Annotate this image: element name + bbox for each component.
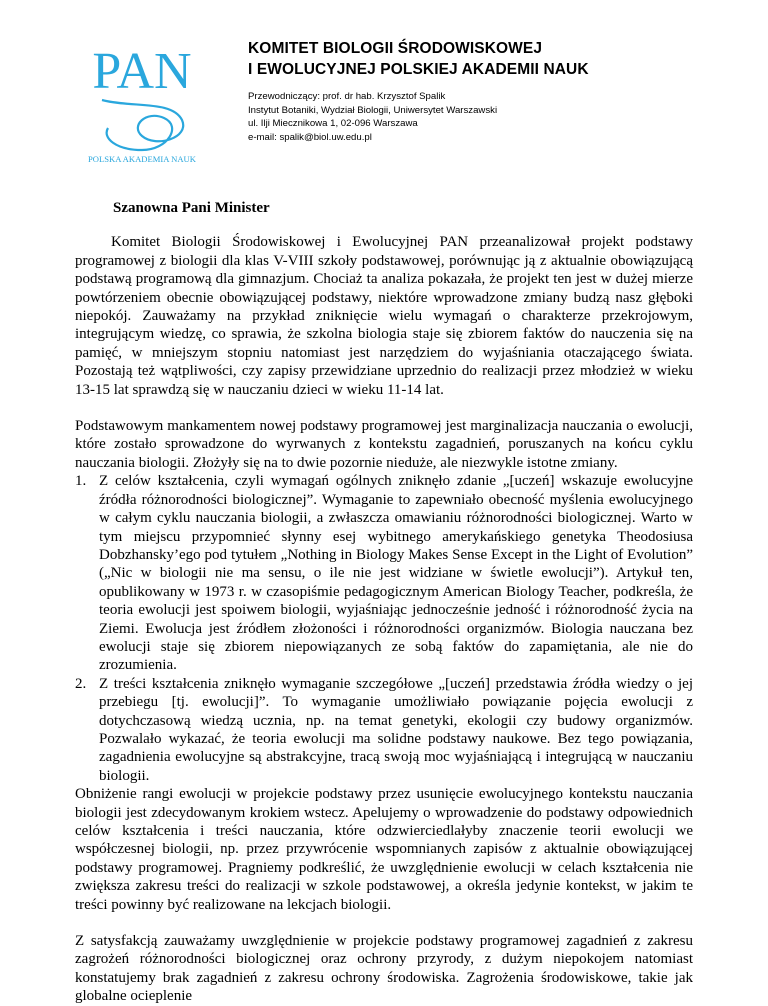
- letter-body: [75, 199, 693, 1006]
- intro-paragraph: Komitet Biologii Środowiskowej i Ewolucyjnej PAN przeanalizował projekt podstawy programowej z biologii dla klas V-VIII szkoły podstawowej, porównując ją z aktualnie obowiązującą podstawą programową dla gimnazjum. Chociaż ta analiza pokazała, że projekt ten jest w dużej mierze powtórzeniem obecnie obowiązującej podstawy, niektóre wprowadzone zmiany budzą nasz głęboki niepokój. Zauważamy na przykład zniknięcie wielu wymagań o charakterze przekrojowym, integrującym wiedzę, co sprawia, że szkolna biologia staje się zbiorem faktów do nauczenia się na pamięć, w mniejszym stopniu natomiast jest narzędziem do wyjaśniania otaczającego świata. Pozostają też wątpliwości, czy zapisy przewidziane uprzednio do realizacji przez młodzież w wieku 13-15 lat sprawdzą się w nauczaniu dzieci w wieku 11-14 lat.: [75, 234, 693, 398]
- title-line-1: KOMITET BIOLOGII ŚRODOWISKOWEJ: [248, 40, 543, 57]
- list-item: [75, 675, 693, 785]
- list-number: 1.: [75, 473, 87, 490]
- list-item: [75, 472, 693, 674]
- committee-title: [248, 38, 728, 80]
- paragraph-3: Obniżenie rangi ewolucji w projekcie podstawy przez usunięcie ewolucyjnego kontekstu nauczania biologii jest zdecydowanym krokiem wstecz. Apelujemy o wprowadzenie do podstawy odpowiednich celów kształcenia i treści nauczania, które odzwierciedlałyby znaczenie teorii ewolucji we współczesnej biologii, np. przez przywrócenie wspomnianych zapisów z aktualnie obowiązującej podstawy programowej. Pragniemy podkreślić, że uwzględnienie ewolucji w celach kształcenia nie zwiększa zakresu treści do realizacji w szkole podstawowej, a określa jedynie kontekst, w jakim te treści powinny być realizowane na lekcjach biologii.: [75, 786, 693, 913]
- numbered-list: [75, 472, 693, 785]
- title-line-2: I EWOLUCYJNEJ POLSKIEJ AKADEMII NAUK: [248, 61, 589, 78]
- list-text: Z treści kształcenia zniknęło wymaganie szczegółowe „[uczeń] przedstawia źródła wiedzy o jej przebiegu [tj. ewolucji]”. To wymaganie umożliwiało powiązanie pojęcia ewolucji z dotychczasową wiedzą ucznia, np. na temat genetyki, ekologii czy budowy organizmów. Pozwalało wykazać, że teoria ewolucji ma solidne podstawy naukowe. Bez tego powiązania, zagadnienia ewolucyjne są abstrakcyjne, tracą swoją moc wyjaśniającą i integrującą w nauczaniu biologii.: [99, 675, 693, 784]
- salutation: Szanowna Pani Minister: [113, 200, 270, 216]
- contact-info: [248, 90, 728, 144]
- paragraph-4: Z satysfakcją zauważamy uwzględnienie w projekcie podstawy programowej zagadnień z zakresu zagrożeń różnorodności biologicznej oraz ochrony przyrody, z dużym niepokojem natomiast konstatujemy brak zagadnień z zakresu ochrony środowiska. Zagrożenia środowiskowe, takie jak globalne ocieplenie: [75, 933, 693, 1005]
- paragraph-2: Podstawowym mankamentem nowej podstawy programowej jest marginalizacja nauczania o ewolucji, które zostało sprowadzone do wyrwanych z kontekstu zagadnień, poruszanych na końcu cyklu nauczania biologii. Złożyły się na to dwie pozornie nieduże, ale niezwykle istotne zmiany.: [75, 418, 693, 471]
- logo-swirl: [102, 100, 183, 150]
- chairman: Przewodniczący: prof. dr hab. Krzysztof Spalik: [248, 91, 446, 102]
- logo-subtitle: POLSKA AKADEMIA NAUK: [88, 154, 196, 164]
- email: e-mail: spalik@biol.uw.edu.pl: [248, 131, 372, 143]
- pan-logo: [72, 38, 212, 166]
- logo-text: PAN: [92, 43, 192, 100]
- institute: Instytut Botaniki, Wydział Biologii, Uniwersytet Warszawski: [248, 104, 498, 116]
- list-number: 2.: [75, 675, 87, 692]
- letterhead: [248, 38, 728, 144]
- address: ul. Ilji Miecznikowa 1, 02-096 Warszawa: [248, 118, 418, 130]
- list-text: Z celów kształcenia, czyli wymagań ogólnych zniknęło zdanie „[uczeń] wskazuje ewolucyjne źródła różnorodności biologicznej”. Wymaganie to zapewniało obecność myślenia ewolucyjnego w całym cyklu nauczania biologii, a zwłaszcza omawianiu różnorodności biologicznej. Warto w tym miejscu przypomnieć słynny esej wybitnego amerykańskiego genetyka Theodosiusa Dobzhansky’ego pod tytułem „Nothing in Biology Makes Sense Except in the Light of Evolution” („Nic w biologii nie ma sensu, o ile nie jest widziane w świetle ewolucji”). Artykuł ten, opublikowany w 1973 r. w czasopiśmie pedagogicznym American Biology Teacher, podkreśla, że teoria ewolucji jest spoiwem biologii, wyjaśniając jednocześnie jedność i różnorodność życia na Ziemi. Ewolucja jest źródłem złożoności i różnorodności organizmów. Biologia nauczana bez ewolucji staje się zbiorem niepowiązanych ze sobą faktów do zapamiętania, ale nie do zrozumienia.: [99, 473, 693, 674]
